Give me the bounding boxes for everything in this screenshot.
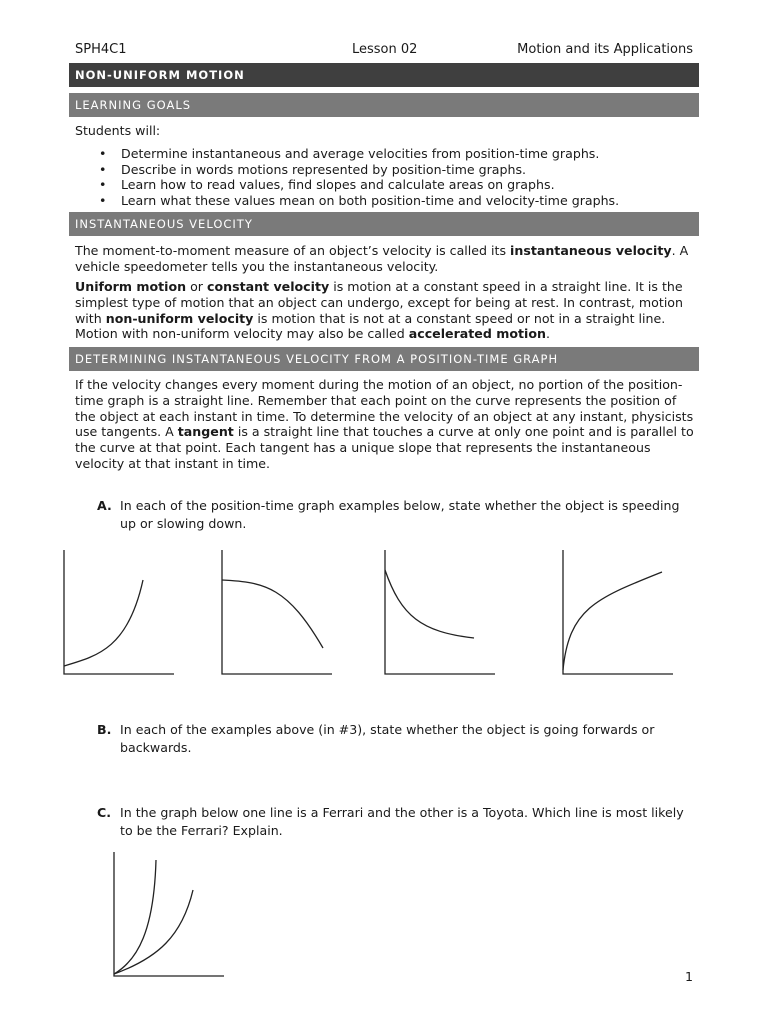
instantaneous-velocity-heading: INSTANTANEOUS VELOCITY	[69, 212, 699, 236]
question-label: B.	[97, 722, 112, 737]
question-b	[97, 721, 687, 757]
term-instantaneous-velocity: instantaneous velocity	[510, 243, 672, 258]
course-code: SPH4C1	[75, 42, 127, 57]
term-uniform-motion: Uniform motion	[75, 279, 187, 294]
uniform-motion-paragraph: Uniform motion or constant velocity is motion at a constant speed in a straight line. It is the simplest type of motion that an object can undergo, except for being at rest. In contrast, motion with non-uniform velocity is motion that is not at a constant speed or not in a straight line. Motion with non-uniform velocity may also be called accelerated motion.	[75, 279, 683, 342]
list-item: • Determine instantaneous and average velocities from position-time graphs.	[99, 146, 619, 162]
question-c	[97, 804, 687, 840]
unit-title: Motion and its Applications	[517, 42, 693, 57]
list-item: • Learn what these values mean on both position-time and velocity-time graphs.	[99, 193, 619, 209]
term-constant-velocity: constant velocity	[206, 279, 330, 294]
lesson-number: Lesson 02	[352, 42, 418, 57]
graph-slowing-decline	[216, 548, 336, 678]
page-number: 1	[685, 969, 694, 984]
page-title: NON-UNIFORM MOTION	[69, 63, 699, 87]
term-accelerated-motion: accelerated motion	[408, 326, 546, 342]
list-item: • Learn how to read values, find slopes and calculate areas on graphs.	[99, 177, 619, 193]
term-tangent: tangent	[177, 424, 234, 440]
question-a	[97, 497, 687, 533]
learning-goals-list	[99, 146, 619, 208]
term-non-uniform-velocity: non-uniform velocity	[105, 310, 254, 326]
determining-velocity-heading: DETERMINING INSTANTANEOUS VELOCITY FROM A POSITION-TIME GRAPH	[69, 347, 699, 371]
question-label: C.	[97, 805, 112, 820]
question-text: In the graph below one line is a Ferrari and the other is a Toyota. Which line is most likely to be the Ferrari? Explain.	[120, 805, 684, 838]
instantaneous-velocity-paragraph: The moment-to-moment measure of an object’s velocity is called its instantaneous velocity. A vehicle speedometer tells you the instantaneous velocity.	[75, 243, 689, 274]
determining-velocity-paragraph: If the velocity changes every moment during the motion of an object, no portion of the position-time graph is a straight line. Remember that each point on the curve represents the position of the object at each instant in time. To determine the velocity of an object at any instant, physicists use tangents. A tangent is a straight line that touches a curve at only one point and is parallel to the curve at that point. Each tangent has a unique slope that represents the instantaneous velocity at that instant in time.	[75, 377, 694, 471]
graph-leveling-off	[557, 548, 677, 678]
question-label: A.	[97, 498, 112, 513]
list-item: • Describe in words motions represented by position-time graphs.	[99, 162, 619, 178]
learning-goals-intro: Students will:	[75, 123, 161, 138]
question-text: In each of the examples above (in #3), state whether the object is going forwards or backwards.	[120, 722, 655, 755]
question-text: In each of the position-time graph examples below, state whether the object is speeding up or slowing down.	[120, 498, 680, 531]
graph-decreasing-curve	[379, 548, 499, 678]
graph-ferrari-toyota	[108, 850, 228, 982]
graph-speeding-up	[58, 548, 178, 678]
learning-goals-heading: LEARNING GOALS	[69, 93, 699, 117]
